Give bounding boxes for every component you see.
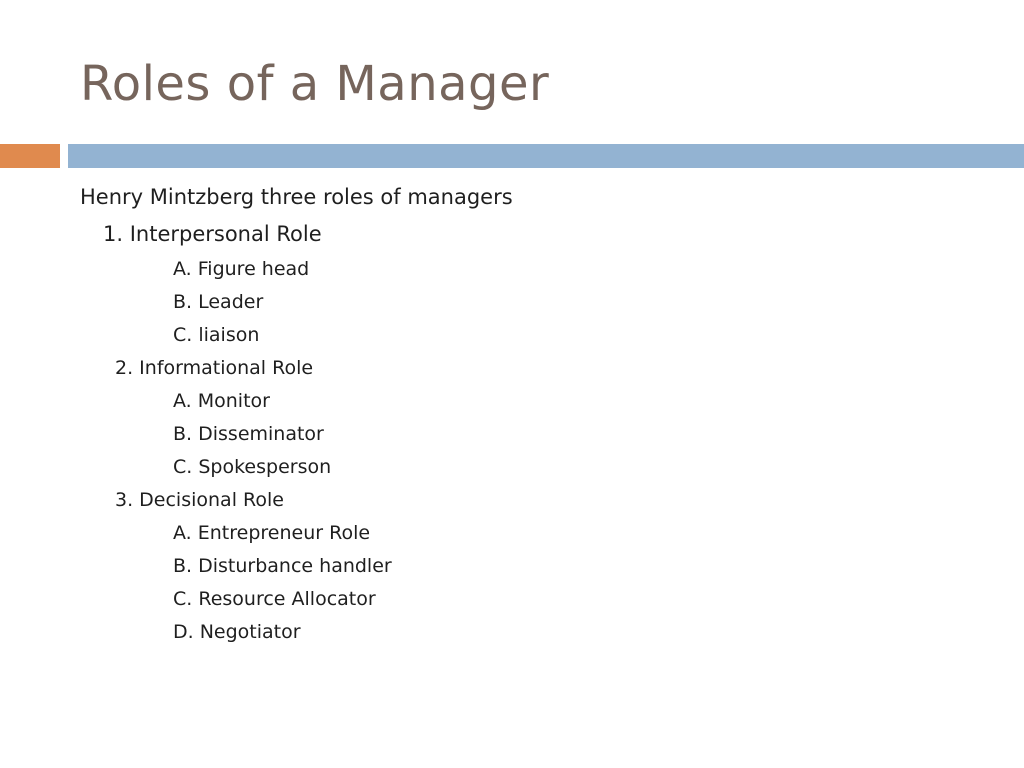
role-item: A. Entrepreneur Role: [173, 522, 371, 544]
role-item: B. Disturbance handler: [173, 555, 392, 577]
role-item: C. Resource Allocator: [173, 588, 376, 610]
role-item: B. Disseminator: [173, 423, 324, 445]
slide-title: Roles of a Manager: [80, 56, 550, 112]
role-heading-decisional: 3. Decisional Role: [115, 489, 284, 511]
role-item: C. liaison: [173, 324, 260, 346]
role-item: B. Leader: [173, 291, 264, 313]
role-item: D. Negotiator: [173, 621, 301, 643]
role-item: A. Figure head: [173, 258, 310, 280]
role-heading-interpersonal: 1. Interpersonal Role: [103, 222, 322, 246]
role-heading-informational: 2. Informational Role: [115, 357, 314, 379]
role-item: A. Monitor: [173, 390, 270, 412]
role-item: C. Spokesperson: [173, 456, 332, 478]
intro-text: Henry Mintzberg three roles of managers: [80, 185, 513, 209]
